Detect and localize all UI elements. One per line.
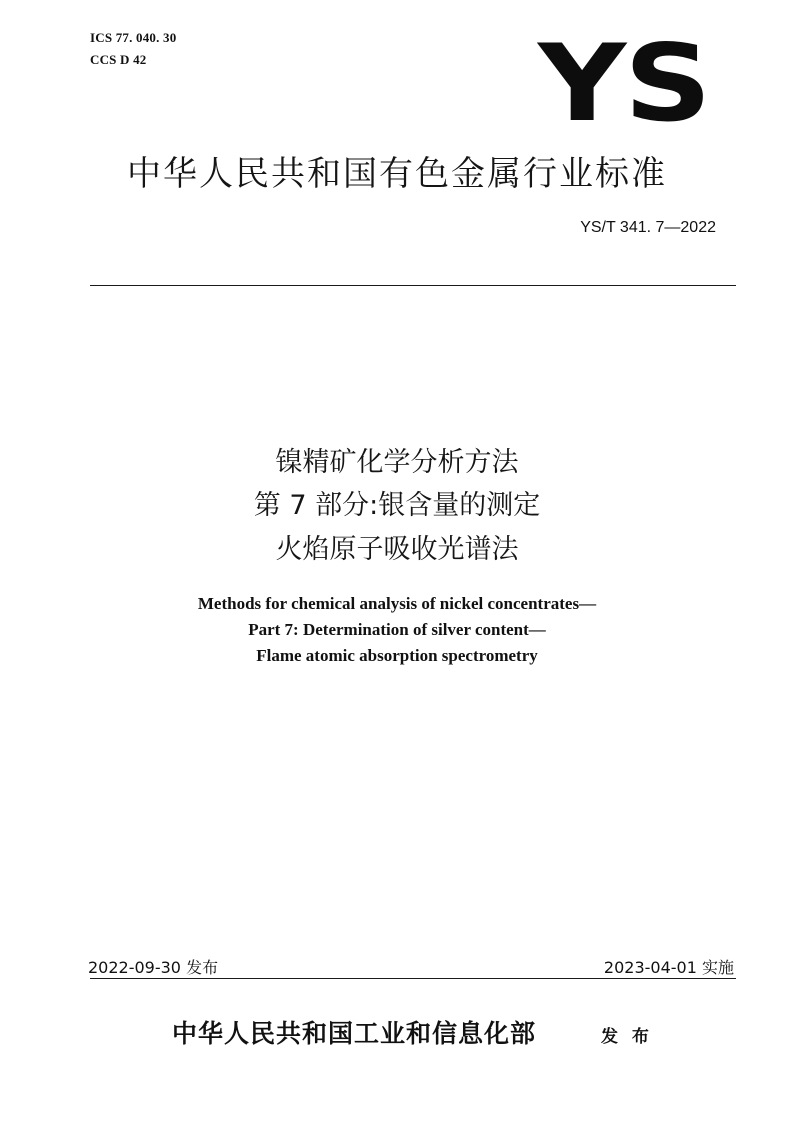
ics-code: ICS 77. 040. 30	[90, 30, 177, 45]
en-title-line-3: Flame atomic absorption spectrometry	[256, 646, 538, 665]
implementation-date: 2023-04-01 实施	[603, 958, 734, 977]
top-divider	[90, 285, 736, 286]
issuing-authority: 中华人民共和国工业和信息化部	[172, 1019, 537, 1048]
standard-number: YS/T 341. 7—2022	[580, 219, 716, 236]
issue-action: 发 布	[601, 1027, 653, 1047]
cn-title-line-2: 第 7 部分:银含量的测定	[253, 490, 541, 521]
issue-date: 2022-09-30 发布	[88, 958, 219, 977]
bottom-divider	[90, 978, 736, 979]
industry-standard-title: 中华人民共和国有色金属行业标准	[127, 154, 667, 194]
cn-title-line-3: 火焰原子吸收光谱法	[275, 534, 519, 565]
cn-title-line-1: 镍精矿化学分析方法	[275, 447, 519, 478]
ys-logo: YS	[538, 22, 710, 145]
en-title-line-2: Part 7: Determination of silver content—	[248, 620, 546, 639]
ccs-code: CCS D 42	[90, 52, 147, 67]
en-title-line-1: Methods for chemical analysis of nickel concentrates—	[197, 594, 597, 613]
